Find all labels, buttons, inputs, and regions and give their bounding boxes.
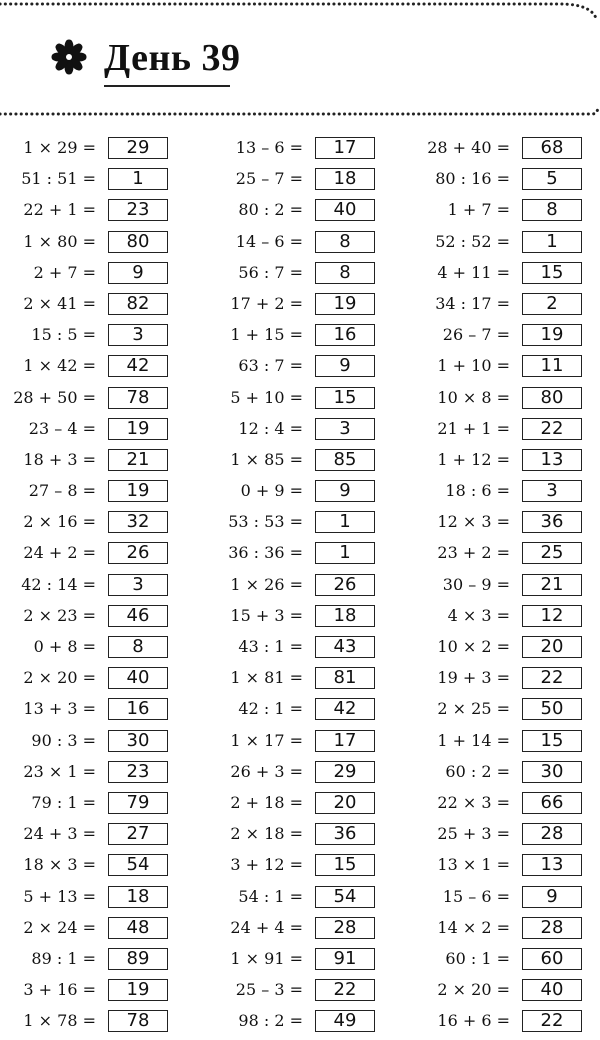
answer-box[interactable]: 8 [315,231,375,253]
exercise-row [6,167,168,198]
exercise-row [420,729,582,760]
exercise-expression: 1 × 80 = [23,231,96,251]
exercise-column-1 [6,136,168,1040]
answer-box[interactable]: 80 [108,231,168,253]
exercise-row [420,136,582,167]
answer-box[interactable]: 15 [315,387,375,409]
exercise-row [6,791,168,822]
exercise-expression: 2 + 18 = [230,792,303,812]
exercise-expression: 42 : 1 = [238,699,303,719]
answer-box[interactable]: 54 [315,886,375,908]
answer-box[interactable]: 28 [522,823,582,845]
exercise-row [420,947,582,978]
exercise-row [218,136,375,167]
exercise-expression: 22 + 1 = [23,200,96,220]
exercise-row [218,323,375,354]
exercise-expression: 1 × 81 = [230,668,303,688]
exercise-row [218,479,375,510]
answer-box[interactable]: 42 [108,355,168,377]
exercise-expression: 2 × 23 = [23,605,96,625]
answer-box[interactable]: 28 [522,917,582,939]
exercise-expression: 15 + 3 = [230,605,303,625]
answer-box[interactable]: 8 [108,636,168,658]
exercise-row [420,978,582,1009]
exercise-row [420,448,582,479]
exercise-expression: 13 × 1 = [437,855,510,875]
answer-box[interactable]: 9 [315,355,375,377]
exercise-expression: 18 + 3 = [23,449,96,469]
answer-box[interactable]: 29 [108,137,168,159]
exercise-row [6,666,168,697]
answer-box[interactable]: 36 [315,823,375,845]
exercise-expression: 90 : 3 = [31,730,96,750]
exercise-row [6,292,168,323]
exercise-expression: 2 × 24 = [23,917,96,937]
answer-box[interactable]: 49 [315,1010,375,1032]
exercise-row [420,510,582,541]
answer-box[interactable]: 91 [315,948,375,970]
exercise-expression: 19 + 3 = [437,668,510,688]
exercise-row [420,261,582,292]
exercise-row [218,448,375,479]
exercise-expression: 10 × 8 = [437,387,510,407]
exercise-expression: 52 : 52 = [435,231,510,251]
answer-box[interactable]: 19 [315,293,375,315]
answer-box[interactable]: 3 [108,324,168,346]
exercise-row [6,604,168,635]
answer-box[interactable]: 9 [315,480,375,502]
exercise-row [218,978,375,1009]
exercise-expression: 21 + 1 = [437,418,510,438]
exercise-expression: 25 + 3 = [437,824,510,844]
exercise-row [218,1009,375,1040]
exercise-expression: 0 + 9 = [240,481,303,501]
exercise-row [218,386,375,417]
exercise-row [218,604,375,635]
exercise-expression: 13 – 6 = [235,138,303,157]
exercise-expression: 28 + 50 = [13,387,96,407]
answer-box[interactable]: 36 [522,511,582,533]
exercise-row [6,417,168,448]
exercise-expression: 0 + 8 = [33,637,96,656]
answer-box[interactable]: 28 [315,917,375,939]
answer-box[interactable]: 15 [522,262,582,284]
answer-box[interactable]: 13 [522,449,582,471]
exercise-row [218,885,375,916]
exercise-row [6,697,168,728]
answer-box[interactable]: 19 [108,418,168,440]
answer-box[interactable]: 60 [522,948,582,970]
exercise-expression: 2 × 20 = [437,980,510,1000]
answer-box[interactable]: 21 [108,449,168,471]
exercise-row [420,697,582,728]
exercise-expression: 17 + 2 = [230,293,303,313]
exercise-row [420,417,582,448]
exercise-row [6,978,168,1009]
exercise-expression: 14 × 2 = [437,917,510,937]
exercise-expression: 18 × 3 = [23,855,96,875]
exercise-row [218,822,375,853]
exercise-expression: 1 × 17 = [230,730,303,750]
exercise-expression: 80 : 2 = [238,200,303,220]
answer-box[interactable]: 15 [315,854,375,876]
exercise-expression: 34 : 17 = [435,293,510,313]
exercise-expression: 26 – 7 = [442,325,510,345]
exercise-row [420,479,582,510]
exercise-expression: 1 + 10 = [437,356,510,376]
exercise-row [6,635,168,666]
exercise-expression: 1 × 42 = [23,356,96,376]
exercise-expression: 2 × 16 = [23,512,96,532]
answer-box[interactable]: 11 [522,355,582,377]
exercise-expression: 80 : 16 = [435,169,510,189]
exercise-expression: 12 × 3 = [437,512,510,532]
exercise-expression: 24 + 3 = [23,824,96,844]
answer-box[interactable]: 22 [522,667,582,689]
answer-box[interactable]: 20 [522,636,582,658]
exercise-row [420,791,582,822]
exercise-row [420,822,582,853]
exercise-expression: 22 × 3 = [437,792,510,812]
title-underline [104,85,230,87]
exercise-expression: 23 – 4 = [28,418,96,438]
exercise-row [6,198,168,229]
asterisk-ornament-icon [50,38,88,76]
exercise-row [6,760,168,791]
answer-box[interactable]: 3 [522,480,582,502]
exercise-row [6,729,168,760]
exercise-expression: 23 + 2 = [437,543,510,563]
answer-box[interactable]: 22 [522,1010,582,1032]
answer-box[interactable]: 16 [315,324,375,346]
answer-box[interactable]: 46 [108,605,168,627]
exercise-expression: 1 + 12 = [437,449,510,469]
answer-box[interactable]: 9 [522,886,582,908]
exercise-row [420,541,582,572]
exercise-expression: 14 – 6 = [235,231,303,251]
exercise-expression: 36 : 36 = [228,543,303,563]
exercise-row [6,510,168,541]
answer-box[interactable]: 8 [315,262,375,284]
exercise-expression: 24 + 2 = [23,543,96,563]
exercise-row [420,853,582,884]
exercise-expression: 24 + 4 = [230,917,303,937]
exercise-row [6,230,168,261]
exercise-row [420,167,582,198]
exercise-row [6,541,168,572]
answer-box[interactable]: 18 [315,168,375,190]
answer-box[interactable]: 26 [108,542,168,564]
exercise-expression: 1 + 15 = [230,325,303,345]
exercise-row [6,853,168,884]
answer-box[interactable]: 12 [522,605,582,627]
answer-box[interactable]: 78 [108,387,168,409]
exercise-expression: 79 : 1 = [31,792,96,812]
answer-box[interactable]: 79 [108,792,168,814]
answer-box[interactable]: 22 [315,979,375,1001]
answer-box[interactable]: 3 [315,418,375,440]
exercise-expression: 23 × 1 = [23,761,96,781]
exercise-expression: 16 + 6 = [437,1011,510,1031]
exercise-expression: 1 × 85 = [230,449,303,469]
exercise-row [218,635,375,666]
answer-box[interactable]: 40 [315,199,375,221]
answer-box[interactable]: 20 [315,792,375,814]
exercise-column-2 [218,136,375,1040]
exercise-row [6,323,168,354]
exercise-row [420,635,582,666]
answer-box[interactable]: 30 [522,761,582,783]
answer-box[interactable]: 80 [522,387,582,409]
exercise-row [218,791,375,822]
exercise-row [218,729,375,760]
answer-box[interactable]: 8 [522,199,582,221]
exercise-row [420,1009,582,1040]
exercise-row [218,916,375,947]
exercise-expression: 15 – 6 = [442,886,510,906]
exercise-row [6,822,168,853]
header-dotted-divider [0,104,600,118]
exercise-expression: 1 × 78 = [23,1011,96,1031]
exercise-expression: 60 : 1 = [445,948,510,968]
exercise-expression: 5 + 13 = [23,886,96,906]
exercise-row [6,479,168,510]
exercise-row [218,261,375,292]
exercise-expression: 12 : 4 = [238,418,303,438]
answer-box[interactable]: 40 [522,979,582,1001]
exercise-row [6,354,168,385]
exercise-row [218,417,375,448]
exercise-row [218,230,375,261]
exercise-row [6,916,168,947]
answer-box[interactable]: 1 [315,511,375,533]
exercise-expression: 54 : 1 = [238,886,303,906]
exercise-expression: 42 : 14 = [21,574,96,594]
exercise-expression: 1 + 14 = [437,730,510,750]
answer-box[interactable]: 89 [108,948,168,970]
exercise-row [218,947,375,978]
exercise-expression: 3 + 12 = [230,855,303,875]
exercise-expression: 28 + 40 = [427,138,510,157]
answer-box[interactable]: 17 [315,730,375,752]
exercise-expression: 25 – 7 = [235,169,303,189]
exercise-row [420,354,582,385]
exercise-row [6,1009,168,1040]
exercise-expression: 1 + 7 = [447,200,510,220]
exercise-row [218,354,375,385]
exercise-expression: 60 : 2 = [445,761,510,781]
exercise-expression: 30 – 9 = [442,574,510,594]
answer-box[interactable]: 25 [522,542,582,564]
answer-box[interactable]: 21 [522,574,582,596]
answer-box[interactable]: 22 [522,418,582,440]
answer-box[interactable]: 85 [315,449,375,471]
answer-box[interactable]: 68 [522,137,582,159]
answer-box[interactable]: 18 [108,886,168,908]
answer-box[interactable]: 54 [108,854,168,876]
answer-box[interactable]: 19 [108,480,168,502]
exercise-row [218,760,375,791]
exercise-row [420,885,582,916]
exercise-row [218,198,375,229]
exercise-row [6,947,168,978]
exercise-expression: 4 + 11 = [437,262,510,282]
answer-box[interactable]: 29 [315,761,375,783]
exercise-expression: 1 × 29 = [23,138,96,157]
answer-box[interactable]: 32 [108,511,168,533]
exercise-expression: 18 : 6 = [445,481,510,501]
answer-box[interactable]: 26 [315,574,375,596]
exercise-expression: 2 × 25 = [437,699,510,719]
exercise-row [218,853,375,884]
exercise-expression: 56 : 7 = [238,262,303,282]
exercise-expression: 63 : 7 = [238,356,303,376]
exercise-column-3 [420,136,582,1040]
answer-box[interactable]: 1 [522,231,582,253]
answer-box[interactable]: 18 [315,605,375,627]
exercise-row [420,323,582,354]
answer-box[interactable]: 5 [522,168,582,190]
answer-box[interactable]: 30 [108,730,168,752]
exercise-expression: 10 × 2 = [437,637,510,656]
answer-box[interactable]: 81 [315,667,375,689]
exercise-row [420,386,582,417]
answer-box[interactable]: 1 [315,542,375,564]
exercise-expression: 13 + 3 = [23,699,96,719]
answer-box[interactable]: 42 [315,698,375,720]
exercise-expression: 2 × 41 = [23,293,96,313]
answer-box[interactable]: 9 [108,262,168,284]
exercise-row [6,885,168,916]
answer-box[interactable]: 66 [522,792,582,814]
answer-box[interactable]: 3 [108,574,168,596]
answer-box[interactable]: 1 [108,168,168,190]
answer-box[interactable]: 19 [522,324,582,346]
answer-box[interactable]: 16 [108,698,168,720]
exercise-row [420,230,582,261]
exercise-row [6,261,168,292]
exercise-row [420,198,582,229]
exercise-row [420,573,582,604]
exercise-row [218,510,375,541]
answer-box[interactable]: 82 [108,293,168,315]
exercise-expression: 25 – 3 = [235,980,303,1000]
exercise-row [6,448,168,479]
answer-box[interactable]: 23 [108,761,168,783]
exercise-row [218,573,375,604]
answer-box[interactable]: 27 [108,823,168,845]
exercise-expression: 2 × 20 = [23,668,96,688]
answer-box[interactable]: 17 [315,137,375,159]
answer-box[interactable]: 50 [522,698,582,720]
exercise-row [218,541,375,572]
exercise-expression: 51 : 51 = [21,169,96,189]
exercise-expression: 26 + 3 = [230,761,303,781]
answer-box[interactable]: 48 [108,917,168,939]
answer-box[interactable]: 15 [522,730,582,752]
exercise-expression: 27 – 8 = [28,481,96,501]
exercise-expression: 98 : 2 = [238,1011,303,1031]
exercise-row [420,666,582,697]
answer-box[interactable]: 40 [108,667,168,689]
exercise-row [218,167,375,198]
exercise-expression: 15 : 5 = [31,325,96,345]
answer-box[interactable]: 13 [522,854,582,876]
answer-box[interactable]: 19 [108,979,168,1001]
exercise-row [420,760,582,791]
exercise-row [420,604,582,635]
exercise-expression: 2 + 7 = [33,262,96,282]
exercise-row [6,136,168,167]
answer-box[interactable]: 43 [315,636,375,658]
exercise-expression: 4 × 3 = [447,605,510,625]
page-title: День 39 [104,37,241,79]
exercise-row [420,916,582,947]
answer-box[interactable]: 78 [108,1010,168,1032]
answer-box[interactable]: 2 [522,293,582,315]
exercise-expression: 43 : 1 = [238,637,303,656]
top-dotted-border [0,0,600,20]
exercise-row [420,292,582,323]
answer-box[interactable]: 23 [108,199,168,221]
exercise-row [218,697,375,728]
exercise-row [6,573,168,604]
exercise-row [218,292,375,323]
exercise-expression: 53 : 53 = [228,512,303,532]
exercise-expression: 2 × 18 = [230,824,303,844]
exercise-row [6,386,168,417]
exercise-expression: 1 × 26 = [230,574,303,594]
exercise-expression: 89 : 1 = [31,948,96,968]
exercise-expression: 5 + 10 = [230,387,303,407]
exercise-expression: 3 + 16 = [23,980,96,1000]
exercise-expression: 1 × 91 = [230,948,303,968]
exercise-row [218,666,375,697]
